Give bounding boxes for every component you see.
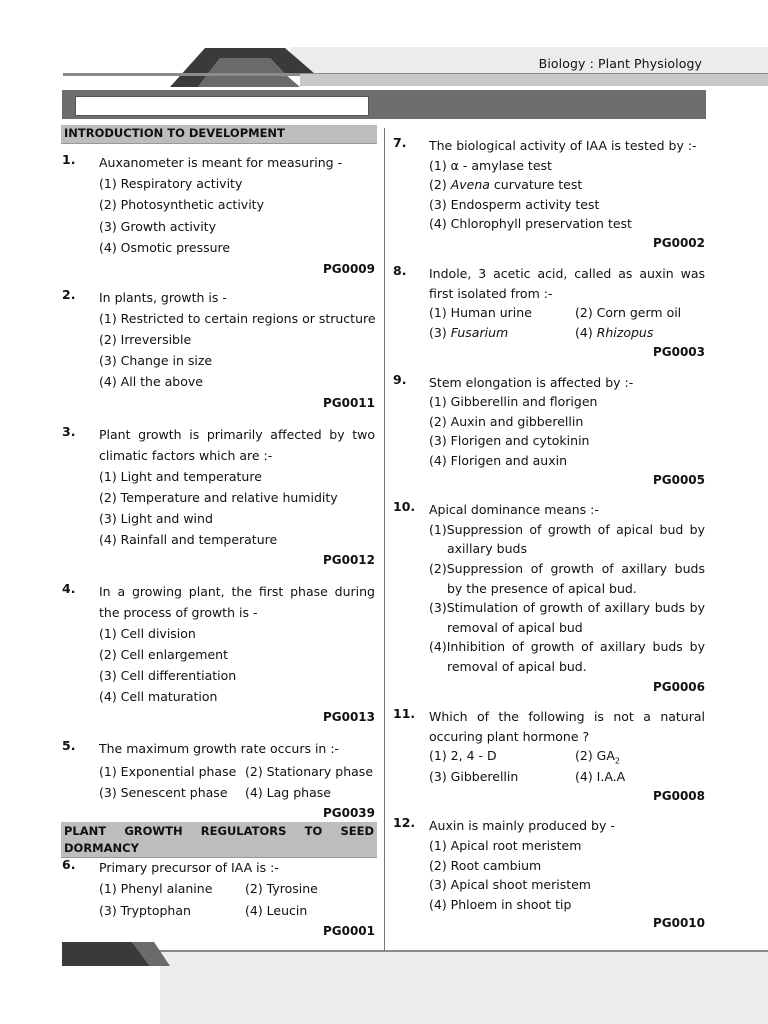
option: (1) Gibberellin and florigen bbox=[429, 394, 598, 409]
option: (4)Inhibition of growth of axillary buds by bbox=[429, 639, 705, 654]
option: (4) Leucin bbox=[245, 903, 308, 918]
question-text-line: occuring plant hormone ? bbox=[429, 729, 590, 744]
option: (4) I.A.A bbox=[575, 769, 626, 784]
question-text: Apical dominance means :- bbox=[429, 502, 599, 517]
question-text: Primary precursor of IAA is :- bbox=[99, 860, 279, 875]
option: (4) All the above bbox=[99, 374, 203, 389]
question-text: The maximum growth rate occurs in :- bbox=[99, 741, 340, 756]
option: (2) Tyrosine bbox=[245, 881, 318, 896]
option: (2) Auxin and gibberellin bbox=[429, 414, 584, 429]
option: (4) Osmotic pressure bbox=[99, 240, 231, 255]
option: (3) Senescent phase bbox=[99, 785, 228, 800]
option: (2) Stationary phase bbox=[245, 764, 374, 779]
option: (2) Avena curvature test bbox=[429, 177, 583, 192]
option: (1) Cell division bbox=[99, 626, 196, 641]
question-code: PG0039 bbox=[322, 806, 375, 820]
question-text-line: Which of the following is not a natural bbox=[429, 709, 705, 724]
question-text-line: Indole, 3 acetic acid, called as auxin was bbox=[429, 266, 705, 281]
option-continued: removal of apical bud bbox=[447, 620, 583, 635]
option: (2) $GA_2$ bbox=[575, 748, 621, 766]
question-number: 2. bbox=[62, 287, 76, 302]
option: (1) 2, 4 - D bbox=[429, 748, 497, 763]
question-text: Auxanometer is meant for measuring - bbox=[99, 155, 343, 170]
option: (2) Temperature and relative humidity bbox=[99, 490, 338, 505]
option: (3) Endosperm activity test bbox=[429, 197, 600, 212]
question-text-line: climatic factors which are :- bbox=[99, 448, 273, 463]
option: (1) Light and temperature bbox=[99, 469, 262, 484]
question-number: 6. bbox=[62, 857, 76, 872]
question-code: PG0012 bbox=[322, 553, 375, 567]
option: (4) Cell maturation bbox=[99, 689, 218, 704]
option: (3) Tryptophan bbox=[99, 903, 191, 918]
question-code: PG0001 bbox=[322, 924, 375, 938]
question-number: 10. bbox=[393, 499, 416, 514]
option: (3) Light and wind bbox=[99, 511, 213, 526]
option: (4) Phloem in shoot tip bbox=[429, 897, 572, 912]
question-code: PG0009 bbox=[322, 262, 375, 276]
option: (3) Growth activity bbox=[99, 219, 216, 234]
option-continued: by the presence of apical bud. bbox=[447, 581, 637, 596]
option: (2) Cell enlargement bbox=[99, 647, 228, 662]
question-code: PG0010 bbox=[652, 916, 705, 930]
section-header-line: PLANT GROWTH REGULATORS TO SEED bbox=[64, 824, 374, 838]
option: (2) Root cambium bbox=[429, 858, 542, 873]
option: (2) Irreversible bbox=[99, 332, 192, 347]
option: (2) Photosynthetic activity bbox=[99, 197, 264, 212]
option: (2)Suppression of growth of axillary buds bbox=[429, 561, 705, 576]
question-number: 11. bbox=[393, 706, 416, 721]
question-code: PG0008 bbox=[652, 789, 705, 803]
question-text-line: the process of growth is - bbox=[99, 605, 258, 620]
option: (1) Respiratory activity bbox=[99, 176, 243, 191]
option: (1) Human urine bbox=[429, 305, 532, 320]
question-text: Stem elongation is affected by :- bbox=[429, 375, 634, 390]
option: (3) Cell differentiation bbox=[99, 668, 237, 683]
question-text-line: Plant growth is primarily affected by two bbox=[99, 427, 375, 442]
header-light-band bbox=[300, 74, 768, 86]
question-number: 5. bbox=[62, 738, 76, 753]
question-number: 3. bbox=[62, 424, 76, 439]
option: (3) Fusarium bbox=[429, 325, 509, 340]
question-text-line: first isolated from :- bbox=[429, 286, 553, 301]
question-text: The biological activity of IAA is tested by :- bbox=[429, 138, 697, 153]
option-continued: axillary buds bbox=[447, 541, 527, 556]
question-number: 4. bbox=[62, 581, 76, 596]
option: (3) Change in size bbox=[99, 353, 213, 368]
question-code: PG0002 bbox=[652, 236, 705, 250]
option: (1) Apical root meristem bbox=[429, 838, 582, 853]
option-continued: removal of apical bud. bbox=[447, 659, 587, 674]
question-number: 1. bbox=[62, 152, 76, 167]
footer-band bbox=[160, 952, 768, 1024]
option: (4) Chlorophyll preservation test bbox=[429, 216, 632, 231]
option: (1) α - amylase test bbox=[429, 158, 552, 173]
option: (4) Lag phase bbox=[245, 785, 331, 800]
option: (1) Restricted to certain regions or structure bbox=[99, 311, 376, 326]
question-code: PG0011 bbox=[322, 396, 375, 410]
question-text: Auxin is mainly produced by - bbox=[429, 818, 615, 833]
chapter-title-box bbox=[75, 96, 369, 116]
section-header-line: DORMANCY bbox=[64, 841, 139, 855]
option: (4) Florigen and auxin bbox=[429, 453, 567, 468]
question-number: 8. bbox=[393, 263, 407, 278]
option: (2) Corn germ oil bbox=[575, 305, 682, 320]
question-code: PG0006 bbox=[652, 680, 705, 694]
column-divider bbox=[384, 128, 385, 950]
option: (4) Rhizopus bbox=[575, 325, 654, 340]
section-header-introduction: INTRODUCTION TO DEVELOPMENT bbox=[61, 125, 377, 144]
option: (3)Stimulation of growth of axillary buds by bbox=[429, 600, 705, 615]
option: (3) Apical shoot meristem bbox=[429, 877, 591, 892]
question-code: PG0005 bbox=[652, 473, 705, 487]
option: (4) Rainfall and temperature bbox=[99, 532, 278, 547]
option: (1) Exponential phase bbox=[99, 764, 237, 779]
subject-title: Biology : Plant Physiology bbox=[538, 56, 702, 71]
question-text-line: In a growing plant, the first phase during bbox=[99, 584, 375, 599]
question-number: 7. bbox=[393, 135, 407, 150]
option: (3) Florigen and cytokinin bbox=[429, 433, 590, 448]
header-chevron-shape bbox=[150, 46, 320, 88]
section-header-growth-regulators bbox=[61, 822, 377, 858]
question-code: PG0013 bbox=[322, 710, 375, 724]
option: (1)Suppression of growth of apical bud by bbox=[429, 522, 705, 537]
question-text: In plants, growth is - bbox=[99, 290, 227, 305]
option: (1) Phenyl alanine bbox=[99, 881, 213, 896]
footer-tab-shape bbox=[62, 942, 172, 968]
question-code: PG0003 bbox=[652, 345, 705, 359]
option: (3) Gibberellin bbox=[429, 769, 519, 784]
question-number: 9. bbox=[393, 372, 407, 387]
question-number: 12. bbox=[393, 815, 416, 830]
